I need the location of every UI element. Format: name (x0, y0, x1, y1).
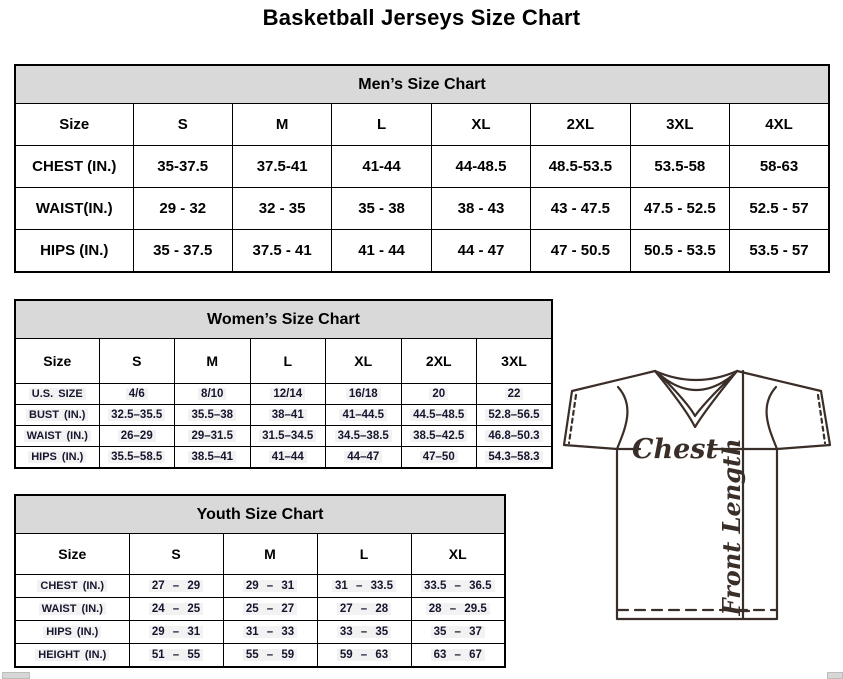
youth-waist-row (15, 598, 505, 621)
measure-cell: 29 - 32 (133, 188, 232, 230)
size-col-header: 3XL (630, 104, 729, 146)
row-label: WAIST(IN.) (15, 188, 133, 230)
measure-cell: 29 – 31 (129, 621, 223, 644)
measure-cell: 29–31.5 (175, 426, 251, 447)
youth-size-chart-table (14, 494, 506, 668)
mens-chart-title-row (15, 65, 829, 104)
measure-cell: 38.5–41 (175, 447, 251, 469)
womens-size-header-row (15, 339, 552, 384)
measure-cell: 22 (477, 384, 553, 405)
size-col-header: Size (15, 104, 133, 146)
size-col-header: Size (15, 534, 129, 575)
measure-cell: 38 - 43 (431, 188, 530, 230)
size-col-header: S (129, 534, 223, 575)
womens-bust-row (15, 405, 552, 426)
page-title: Basketball Jerseys Size Chart (262, 5, 581, 30)
measure-cell: 51 – 55 (129, 644, 223, 668)
measure-cell: 33 – 35 (317, 621, 411, 644)
mens-waist-row (15, 188, 829, 230)
size-col-header: 3XL (477, 339, 553, 384)
jersey-armhole-right (767, 387, 777, 449)
measure-cell: 32 - 35 (232, 188, 331, 230)
measure-cell: 31.5–34.5 (250, 426, 326, 447)
measure-cell: 44.5–48.5 (401, 405, 477, 426)
measure-cell: 43 - 47.5 (531, 188, 630, 230)
measure-cell: 59 – 63 (317, 644, 411, 668)
measure-cell: 41–44 (250, 447, 326, 469)
measure-cell: 44-48.5 (431, 146, 530, 188)
size-col-header: 2XL (531, 104, 630, 146)
measure-cell: 34.5–38.5 (326, 426, 402, 447)
size-col-header: L (250, 339, 326, 384)
measure-cell: 53.5 - 57 (730, 230, 829, 273)
measure-cell: 35 - 37.5 (133, 230, 232, 273)
jersey-vneck-inner (660, 375, 733, 416)
measure-cell: 44 - 47 (431, 230, 530, 273)
measure-cell: 28 – 29.5 (411, 598, 505, 621)
row-label: WAIST (IN.) (15, 426, 99, 447)
measure-cell: 25 – 27 (223, 598, 317, 621)
measure-cell: 12/14 (250, 384, 326, 405)
row-label: HIPS (IN.) (15, 621, 129, 644)
jersey-collar-back (655, 371, 737, 380)
measure-cell: 31 – 33.5 (317, 575, 411, 598)
measure-cell: 38.5–42.5 (401, 426, 477, 447)
size-col-header: XL (411, 534, 505, 575)
size-col-header: XL (326, 339, 402, 384)
jersey-outline (564, 371, 830, 619)
size-col-header: 2XL (401, 339, 477, 384)
size-col-header: S (133, 104, 232, 146)
row-label: U.S. SIZE (15, 384, 99, 405)
row-label: HIPS (IN.) (15, 230, 133, 273)
womens-us-size-row (15, 384, 552, 405)
measure-cell: 47.5 - 52.5 (630, 188, 729, 230)
measure-cell: 50.5 - 53.5 (630, 230, 729, 273)
womens-chart-title: Women’s Size Chart (15, 300, 552, 339)
measure-cell: 16/18 (326, 384, 402, 405)
measure-cell: 63 – 67 (411, 644, 505, 668)
size-col-header: Size (15, 339, 99, 384)
row-label: WAIST (IN.) (15, 598, 129, 621)
youth-height-row (15, 644, 505, 668)
size-col-header: M (175, 339, 251, 384)
measure-cell: 41–44.5 (326, 405, 402, 426)
measure-cell: 54.3–58.3 (477, 447, 553, 469)
measure-cell: 44–47 (326, 447, 402, 469)
row-label: CHEST (IN.) (15, 575, 129, 598)
measure-cell: 58-63 (730, 146, 829, 188)
measure-cell: 24 – 25 (129, 598, 223, 621)
measure-cell: 20 (401, 384, 477, 405)
measure-cell: 47–50 (401, 447, 477, 469)
youth-hips-row (15, 621, 505, 644)
size-col-header: XL (431, 104, 530, 146)
size-col-header: S (99, 339, 175, 384)
mens-chest-row (15, 146, 829, 188)
mens-size-chart-table (14, 64, 830, 273)
row-label: HEIGHT (IN.) (15, 644, 129, 668)
row-label: CHEST (IN.) (15, 146, 133, 188)
measure-cell: 35.5–38 (175, 405, 251, 426)
row-label: BUST (IN.) (15, 405, 99, 426)
measure-cell: 27 – 29 (129, 575, 223, 598)
jersey-measurement-diagram (556, 358, 843, 628)
measure-cell: 37.5-41 (232, 146, 331, 188)
measure-cell: 55 – 59 (223, 644, 317, 668)
measure-cell: 41-44 (332, 146, 431, 188)
mens-chart-title: Men’s Size Chart (15, 65, 829, 104)
measure-cell: 31 – 33 (223, 621, 317, 644)
jersey-armhole-left (617, 387, 627, 449)
size-col-header: M (232, 104, 331, 146)
measure-cell: 35 – 37 (411, 621, 505, 644)
measure-cell: 38–41 (250, 405, 326, 426)
womens-hips-row (15, 447, 552, 469)
measure-cell: 41 - 44 (332, 230, 431, 273)
measure-cell: 29 – 31 (223, 575, 317, 598)
measure-cell: 32.5–35.5 (99, 405, 175, 426)
measure-cell: 37.5 - 41 (232, 230, 331, 273)
measure-cell: 48.5-53.5 (531, 146, 630, 188)
measure-cell: 35.5–58.5 (99, 447, 175, 469)
womens-chart-title-row (15, 300, 552, 339)
chest-label: Chest (632, 434, 718, 465)
measure-cell: 52.5 - 57 (730, 188, 829, 230)
youth-chart-title-row (15, 495, 505, 534)
measure-cell: 26–29 (99, 426, 175, 447)
size-col-header: 4XL (730, 104, 829, 146)
measure-cell: 35 - 38 (332, 188, 431, 230)
front-length-label: Front Length (717, 438, 746, 616)
mens-size-header-row (15, 104, 829, 146)
womens-size-chart-table (14, 299, 553, 469)
womens-waist-row (15, 426, 552, 447)
measure-cell: 52.8–56.5 (477, 405, 553, 426)
row-label: HIPS (IN.) (15, 447, 99, 469)
measure-cell: 8/10 (175, 384, 251, 405)
size-col-header: M (223, 534, 317, 575)
measure-cell: 53.5-58 (630, 146, 729, 188)
size-col-header: L (317, 534, 411, 575)
measure-cell: 47 - 50.5 (531, 230, 630, 273)
measure-cell: 27 – 28 (317, 598, 411, 621)
youth-size-header-row (15, 534, 505, 575)
measure-cell: 35-37.5 (133, 146, 232, 188)
mens-hips-row (15, 230, 829, 273)
measure-cell: 4/6 (99, 384, 175, 405)
h-scrollbar-fragment-left[interactable] (2, 672, 30, 679)
size-col-header: L (332, 104, 431, 146)
measure-cell: 46.8–50.3 (477, 426, 553, 447)
youth-chart-title: Youth Size Chart (15, 495, 505, 534)
measure-cell: 33.5 – 36.5 (411, 575, 505, 598)
h-scrollbar-fragment-right[interactable] (827, 672, 843, 679)
youth-chest-row (15, 575, 505, 598)
